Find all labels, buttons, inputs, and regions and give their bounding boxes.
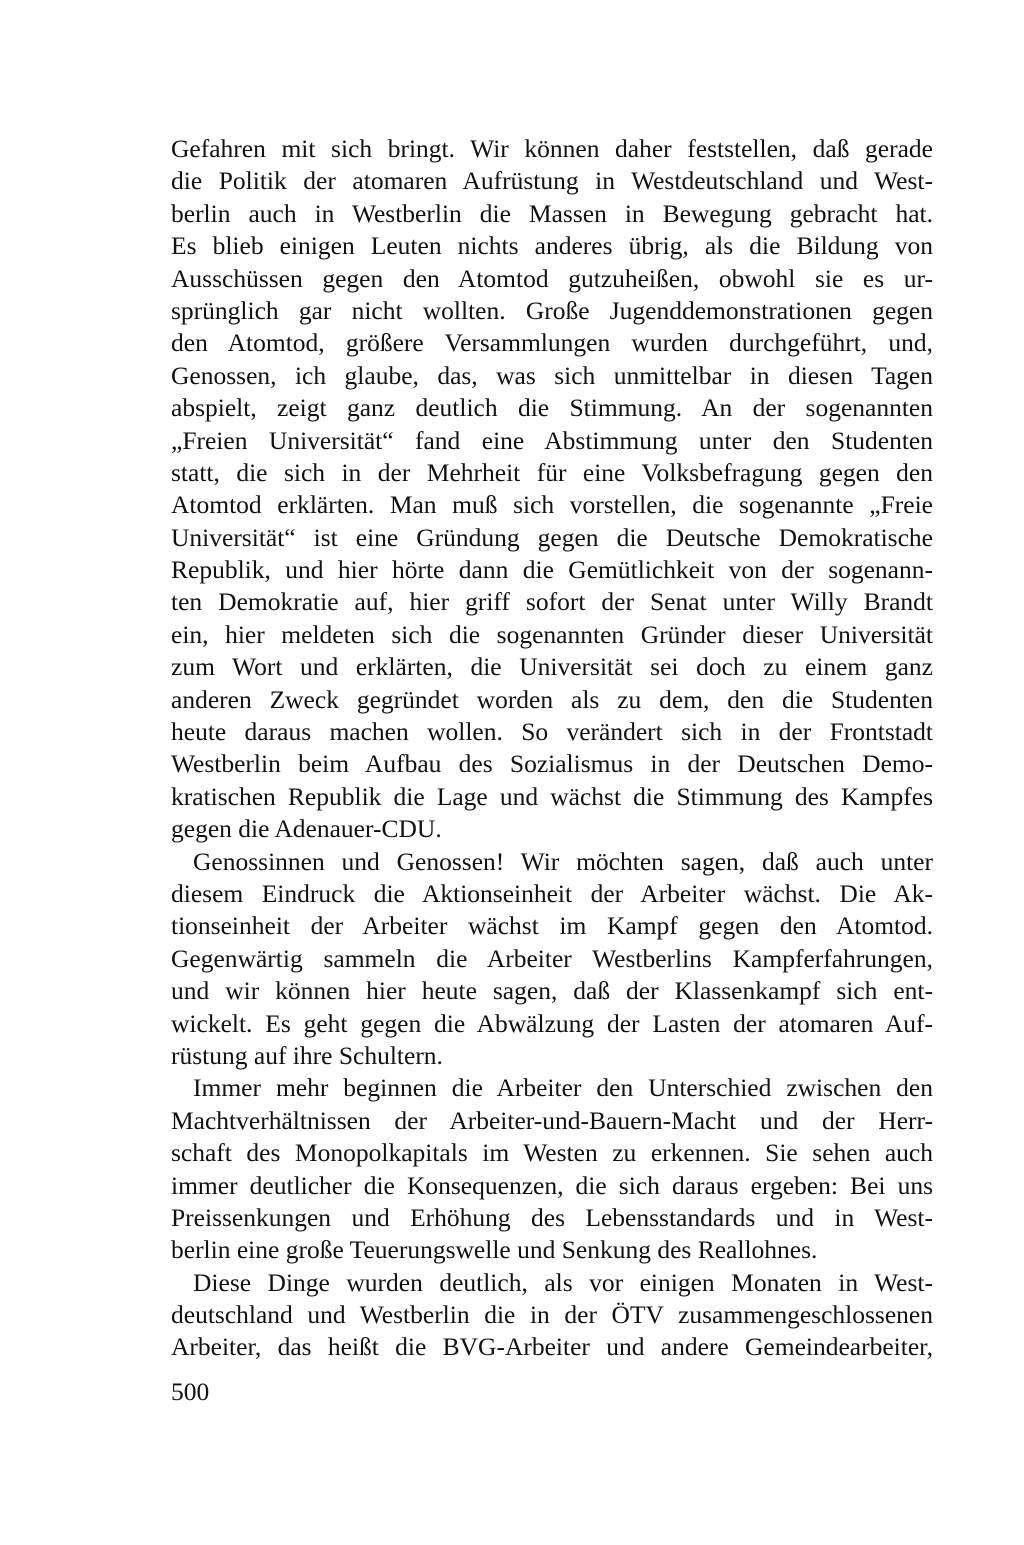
text-line: abspielt, zeigt ganz deutlich die Stimmung. An der sogenannten (171, 393, 933, 423)
text-line: und wir können hier heute sagen, daß der Klassenkampf sich ent- (171, 976, 933, 1006)
text-line: immer deutlicher die Konsequenzen, die sich daraus ergeben: Bei uns (171, 1170, 933, 1200)
text-line: Gegenwärtig sammeln die Arbeiter Westberlins Kampferfahrungen, (171, 943, 933, 973)
text-line: berlin eine große Teuerungswelle und Senkung des Reallohnes. (171, 1235, 818, 1265)
text-line: Gefahren mit sich bringt. Wir können daher feststellen, daß gerade (171, 134, 933, 163)
text-line: Ausschüssen gegen den Atomtod gutzuheißen, obwohl sie es ur- (171, 263, 933, 293)
text-line: anderen Zweck gegründet worden als zu dem, den die Studenten (171, 684, 933, 714)
paragraph-first-line: Genossinnen und Genossen! Wir möchten sagen, daß auch unter (193, 846, 933, 876)
text-line: kratischen Republik die Lage und wächst die Stimmung des Kampfes (171, 781, 933, 811)
text-line: rüstung auf ihre Schultern. (171, 1040, 443, 1070)
text-line: statt, die sich in der Mehrheit für eine Volksbefragung gegen den (171, 457, 933, 487)
text-line: schaft des Monopolkapitals im Westen zu erkennen. Sie sehen auch (171, 1138, 933, 1168)
text-line: Universität“ ist eine Gründung gegen die Deutsche Demokratische (171, 522, 933, 552)
text-line: deutschland und Westberlin die in der ÖTV zusammengeschlossenen (171, 1300, 933, 1330)
text-line: Preissenkungen und Erhöhung des Lebensstandards und in West- (171, 1202, 933, 1232)
text-line: heute daraus machen wollen. So verändert sich in der Frontstadt (171, 717, 933, 747)
text-line: gegen die Adenauer-CDU. (171, 814, 442, 844)
text-line: wickelt. Es geht gegen die Abwälzung der Lasten der atomaren Auf- (171, 1008, 933, 1038)
text-line: Arbeiter, das heißt die BVG-Arbeiter und andere Gemeindearbeiter, (171, 1332, 933, 1362)
text-line: „Freien Universität“ fand eine Abstimmung unter den Studenten (171, 425, 933, 455)
page-number: 500 (171, 1377, 210, 1406)
text-line: die Politik der atomaren Aufrüstung in Westdeutschland und West- (171, 166, 933, 196)
text-line: diesem Eindruck die Aktionseinheit der Arbeiter wächst. Die Ak- (171, 878, 933, 908)
text-line: den Atomtod, größere Versammlungen wurden durchgeführt, und, (171, 328, 933, 358)
text-line: Es blieb einigen Leuten nichts anderes übrig, als die Bildung von (171, 231, 933, 261)
text-line: zum Wort und erklärten, die Universität sei doch zu einem ganz (171, 652, 933, 682)
text-line: Atomtod erklärten. Man muß sich vorstellen, die sogenannte „Freie (171, 490, 933, 520)
text-line: ein, hier meldeten sich die sogenannten Gründer dieser Universität (171, 619, 933, 649)
text-line: Machtverhältnissen der Arbeiter-und-Bauern-Macht und der Herr- (171, 1105, 933, 1135)
text-line: sprünglich gar nicht wollten. Große Jugenddemonstrationen gegen (171, 295, 933, 325)
text-line: ten Demokratie auf, hier griff sofort der Senat unter Willy Brandt (171, 587, 933, 617)
body-text (171, 133, 933, 1364)
text-line: Republik, und hier hörte dann die Gemütlichkeit von der sogenann- (171, 555, 933, 585)
text-line: tionseinheit der Arbeiter wächst im Kampf gegen den Atomtod. (171, 911, 933, 941)
paragraph-first-line: Immer mehr beginnen die Arbeiter den Unterschied zwischen den (193, 1073, 933, 1103)
paragraph-first-line: Diese Dinge wurden deutlich, als vor einigen Monaten in West- (193, 1267, 933, 1297)
text-line: Genossen, ich glaube, das, was sich unmittelbar in diesen Tagen (171, 360, 933, 390)
text-line: berlin auch in Westberlin die Massen in Bewegung gebracht hat. (171, 198, 933, 228)
text-line: Westberlin beim Aufbau des Sozialismus in der Deutschen Demo- (171, 749, 933, 779)
